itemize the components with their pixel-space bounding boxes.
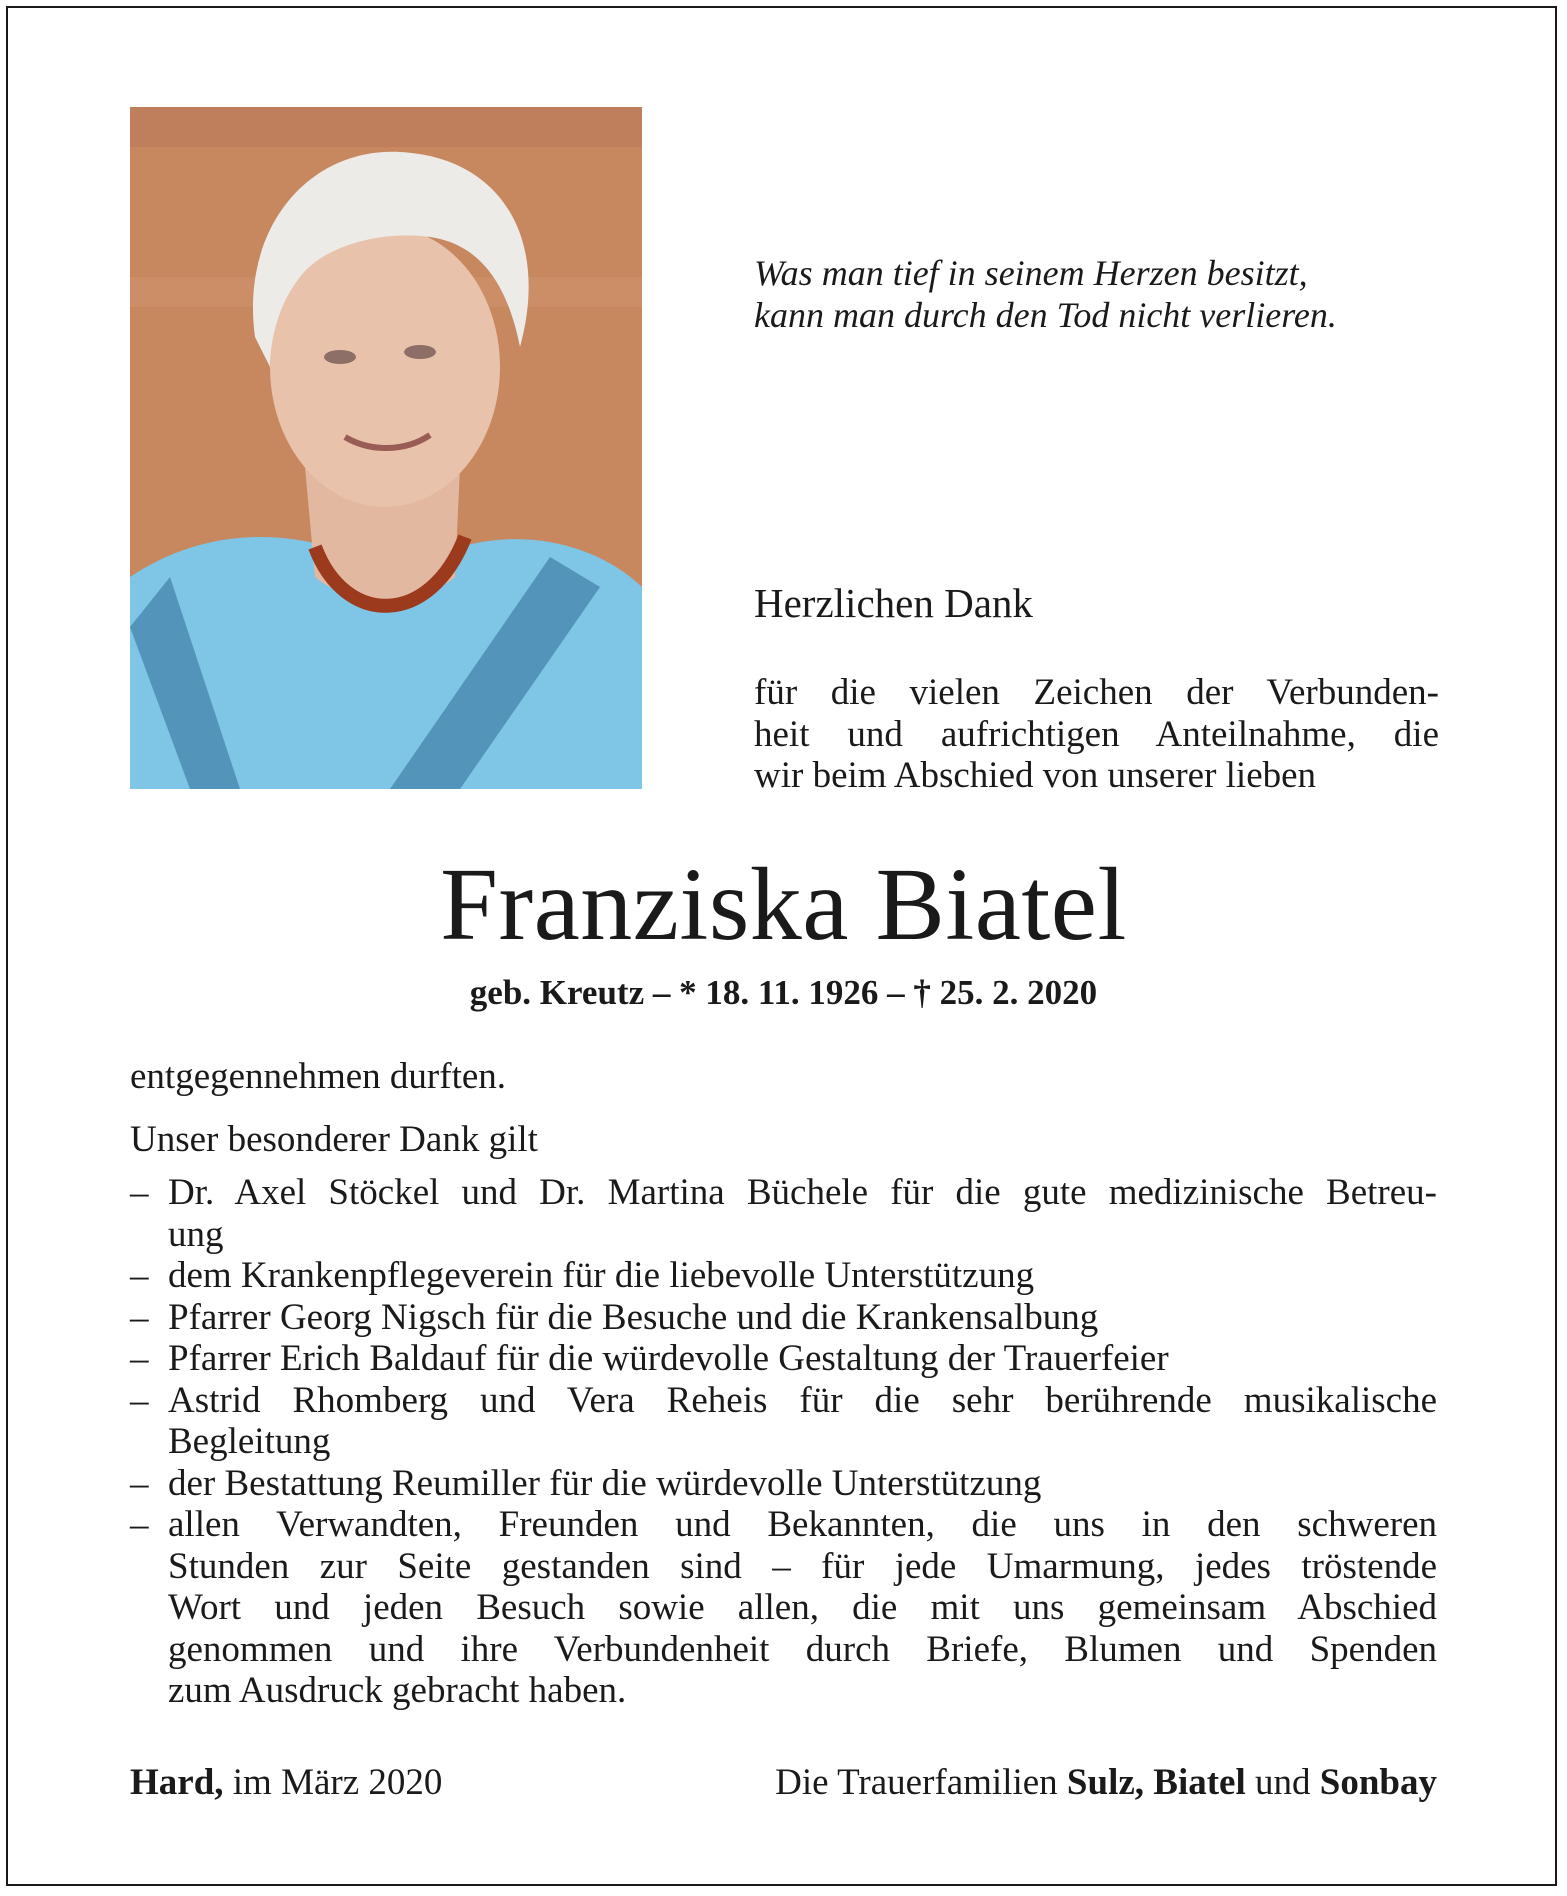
list-item: [130, 1338, 1437, 1380]
list-dash: –: [130, 1504, 149, 1545]
continuation-text: entgegennehmen durften.: [130, 1056, 507, 1097]
list-item-line: dem Krankenpflegeverein für die liebevolle Unterstützung: [168, 1255, 1035, 1296]
list-item: [130, 1255, 1437, 1297]
place-name: Hard,: [130, 1762, 224, 1803]
family-name-1: Sulz,: [1066, 1762, 1145, 1803]
list-item: [130, 1297, 1437, 1339]
notice-date: im März 2020: [232, 1762, 443, 1803]
intro-line: heit und aufrichtigen Anteilnahme, die: [754, 713, 1439, 755]
birth-death-dates: geb. Kreutz – * 18. 11. 1926 – † 25. 2. 2020: [469, 973, 1098, 1012]
family-name-3: Sonbay: [1319, 1762, 1437, 1803]
thanks-heading: Herzlichen Dank: [754, 580, 1033, 626]
list-dash: –: [130, 1462, 149, 1504]
list-item-line: Begleitung: [168, 1421, 331, 1462]
list-item-line: zum Ausdruck gebracht haben.: [168, 1670, 627, 1711]
family-name-2: Biatel: [1153, 1762, 1246, 1803]
list-item: [130, 1380, 1437, 1463]
list-item-line: genommen und ihre Verbundenheit durch Briefe, Blumen und Spenden: [168, 1628, 1437, 1670]
list-item: [130, 1172, 1437, 1255]
family-join: und: [1255, 1762, 1311, 1803]
list-dash: –: [130, 1172, 149, 1213]
list-item-line: Pfarrer Georg Nigsch für die Besuche und die Krankensalbung: [168, 1296, 1099, 1338]
list-item-line: ung: [168, 1213, 224, 1255]
intro-line: für die vielen Zeichen der Verbunden-: [754, 672, 1439, 713]
quote-line-1: Was man tief in seinem Herzen besitzt,: [754, 253, 1308, 293]
thanks-lead: Unser besonderer Dank gilt: [130, 1119, 538, 1160]
list-dash: –: [130, 1379, 149, 1421]
list-dash: –: [130, 1296, 149, 1338]
intro-line: wir beim Abschied von unserer lieben: [754, 755, 1317, 796]
list-item: [130, 1463, 1437, 1505]
list-item-line: allen Verwandten, Freunden und Bekannten, die uns in den schweren: [168, 1504, 1437, 1545]
list-item-line: Wort und jeden Besuch sowie allen, die mit uns gemeinsam Abschied: [168, 1587, 1437, 1628]
place-date: [130, 1760, 442, 1806]
portrait-illustration: [130, 107, 642, 789]
portrait-photo: [130, 107, 642, 789]
list-item-line: Stunden zur Seite gestanden sind – für jede Umarmung, jedes tröstende: [168, 1545, 1437, 1587]
list-dash: –: [130, 1255, 149, 1296]
thanks-list: [130, 1172, 1437, 1712]
list-item-line: Astrid Rhomberg und Vera Reheis für die sehr berührende musikalische: [168, 1379, 1437, 1421]
memorial-quote: [754, 252, 1337, 336]
list-item-line: der Bestattung Reumiller für die würdevolle Unterstützung: [168, 1462, 1042, 1504]
list-item-line: Dr. Axel Stöckel und Dr. Martina Büchele für die gute medizinische Betreu-: [168, 1172, 1437, 1213]
quote-line-2: kann man durch den Tod nicht verlieren.: [754, 295, 1337, 335]
list-dash: –: [130, 1338, 149, 1379]
family-prefix: Die Trauerfamilien: [775, 1762, 1058, 1803]
thanks-intro: [754, 672, 1439, 797]
list-item: [130, 1504, 1437, 1712]
deceased-name: Franziska Biatel: [440, 847, 1127, 962]
mourning-families: [775, 1760, 1437, 1806]
list-item-line: Pfarrer Erich Baldauf für die würdevolle Gestaltung der Trauerfeier: [168, 1338, 1169, 1379]
